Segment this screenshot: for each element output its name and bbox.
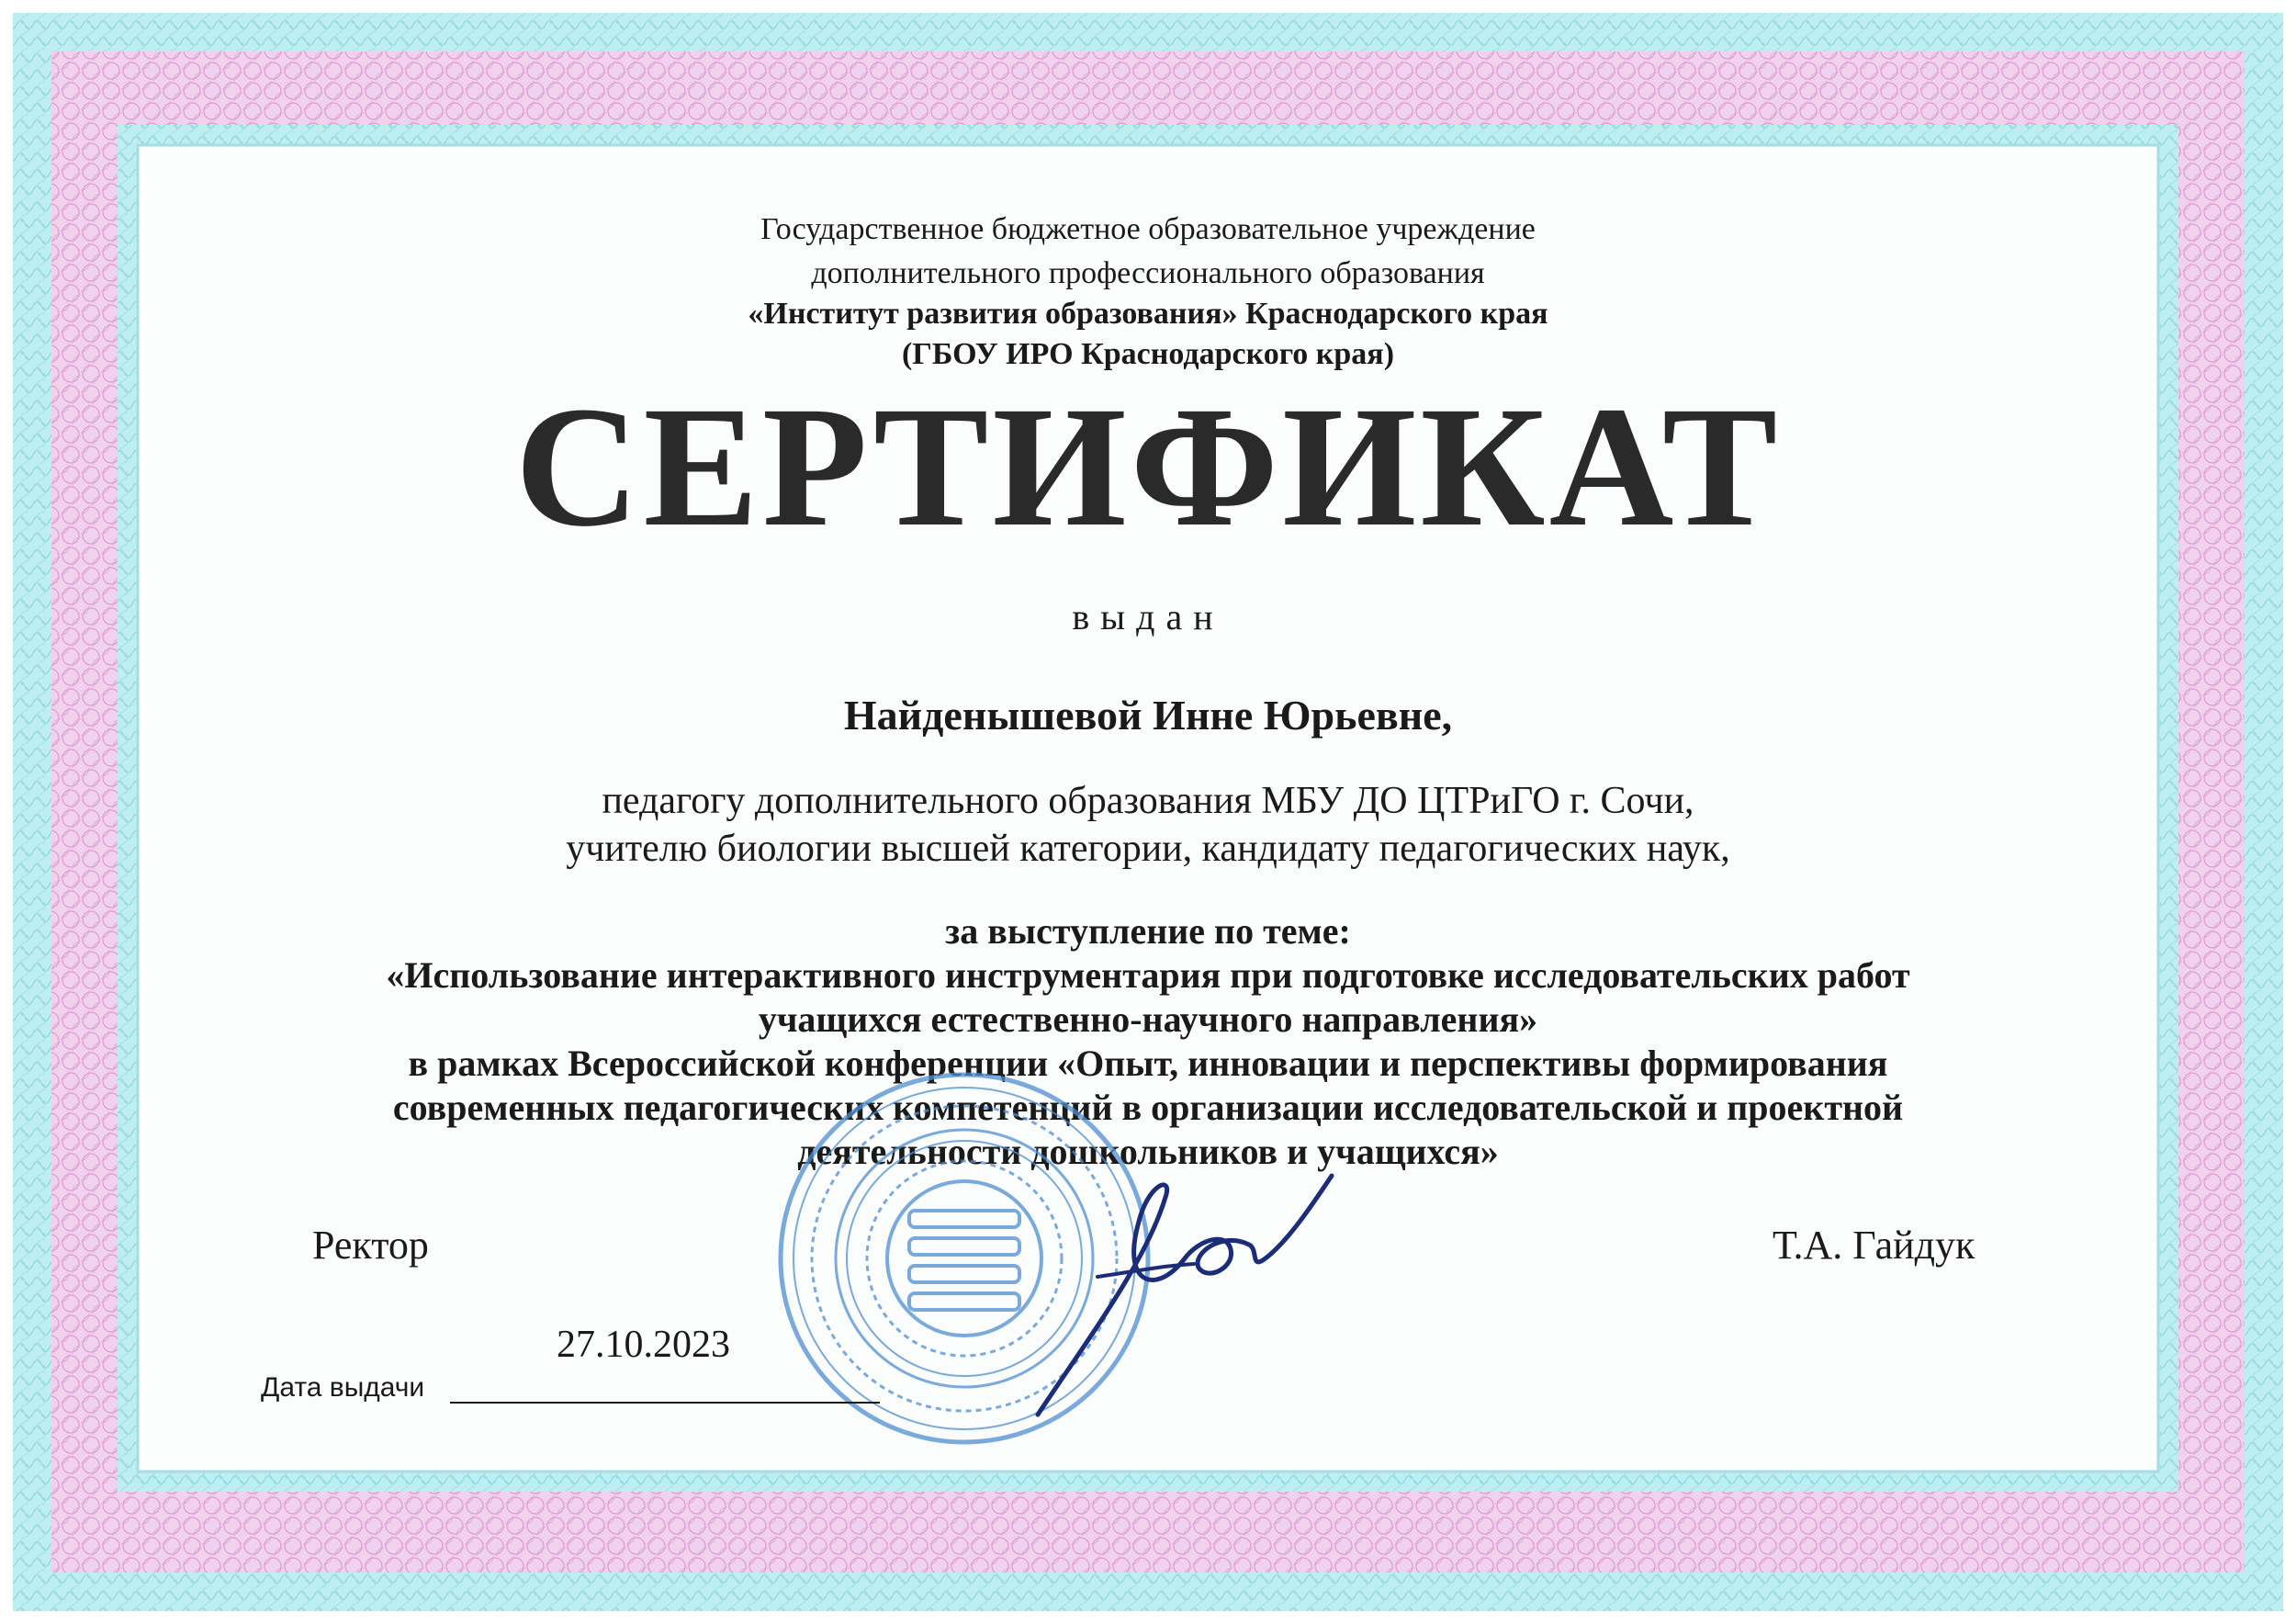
rector-signature xyxy=(1010,1157,1359,1433)
issued-label: выдан xyxy=(1072,596,1224,637)
conference-line-2: современных педагогических компетенций в организации исследовательской и проектной xyxy=(392,1087,1904,1128)
institution-abbreviation: (ГБОУ ИРО Краснодарского края) xyxy=(901,337,1395,371)
recipient-name: Найденышевой Инне Юрьевне, xyxy=(843,692,1453,739)
recipient-role-1: педагогу дополнительного образования МБУ ДО ЦТРиГО г. Сочи, xyxy=(602,780,1694,822)
rector-label: Ректор xyxy=(312,1223,429,1268)
institution-line-1: Государственное бюджетное образовательное учреждение xyxy=(760,212,1536,246)
institution-line-2: дополнительного профессионального образования xyxy=(811,256,1485,290)
recipient-role-2: учителю биологии высшей категории, кандидату педагогических наук, xyxy=(566,828,1730,870)
conference-line-1: в рамках Всероссийской конференции «Опыт, инновации и перспективы формирования xyxy=(408,1043,1888,1084)
topic-line-2: учащихся естественно-научного направления» xyxy=(758,998,1538,1040)
award-intro: за выступление по теме: xyxy=(945,910,1351,952)
institution-name: «Институт развития образования» Краснодарского края xyxy=(748,297,1548,331)
rector-name: Т.А. Гайдук xyxy=(1773,1223,1975,1268)
conference-line-3: деятельности дошкольников и учащихся» xyxy=(797,1131,1499,1172)
issue-date-value: 27.10.2023 xyxy=(557,1324,730,1366)
issue-date-label: Дата выдачи xyxy=(261,1372,425,1403)
certificate-title: СЕРТИФИКАТ xyxy=(514,370,1782,562)
topic-line-1: «Использование интерактивного инструментария при подготовке исследовательских работ xyxy=(386,954,1910,996)
issue-date-underline xyxy=(450,1402,880,1404)
